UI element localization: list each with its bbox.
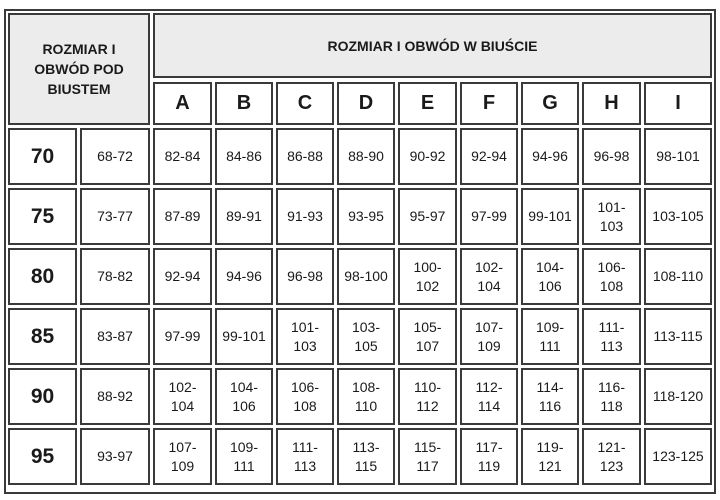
cup-letter-i: I [644, 82, 712, 125]
bust-range: 98-100 [337, 248, 395, 305]
bust-range: 98-101 [644, 128, 712, 185]
bust-range: 103- 105 [337, 308, 395, 365]
bust-range: 94-96 [215, 248, 273, 305]
underbust-range: 78-82 [80, 248, 150, 305]
bust-range: 90-92 [398, 128, 457, 185]
bust-range: 123-125 [644, 428, 712, 485]
bust-range: 104- 106 [215, 368, 273, 425]
bust-range: 103-105 [644, 188, 712, 245]
bust-range: 101- 103 [276, 308, 334, 365]
bust-range: 106- 108 [582, 248, 641, 305]
underbust-range: 68-72 [80, 128, 150, 185]
bust-range: 88-90 [337, 128, 395, 185]
bust-header: ROZMIAR I OBWÓD W BIUŚCIE [153, 13, 712, 78]
bust-range: 109- 111 [521, 308, 579, 365]
bust-range: 92-94 [153, 248, 212, 305]
bust-range: 118-120 [644, 368, 712, 425]
bust-range: 95-97 [398, 188, 457, 245]
bust-range: 89-91 [215, 188, 273, 245]
cup-letter-d: D [337, 82, 395, 125]
bust-range: 97-99 [460, 188, 518, 245]
underbust-header: ROZMIAR I OBWÓD POD BIUSTEM [8, 13, 150, 125]
band-size: 95 [8, 428, 77, 485]
size-chart-table [4, 9, 716, 494]
bust-range: 99-101 [215, 308, 273, 365]
band-size: 70 [8, 128, 77, 185]
bust-range: 109- 111 [215, 428, 273, 485]
underbust-range: 73-77 [80, 188, 150, 245]
band-size: 90 [8, 368, 77, 425]
bust-range: 86-88 [276, 128, 334, 185]
bust-range: 121- 123 [582, 428, 641, 485]
bust-range: 111- 113 [582, 308, 641, 365]
bust-range: 91-93 [276, 188, 334, 245]
bust-range: 116- 118 [582, 368, 641, 425]
band-size: 80 [8, 248, 77, 305]
bust-range: 93-95 [337, 188, 395, 245]
cup-letter-h: H [582, 82, 641, 125]
cup-letter-b: B [215, 82, 273, 125]
bust-range: 99-101 [521, 188, 579, 245]
bust-range: 101- 103 [582, 188, 641, 245]
bust-range: 113-115 [644, 308, 712, 365]
bust-range: 107- 109 [153, 428, 212, 485]
cup-letter-c: C [276, 82, 334, 125]
cup-letter-g: G [521, 82, 579, 125]
bust-range: 114- 116 [521, 368, 579, 425]
bust-range: 108-110 [644, 248, 712, 305]
bust-range: 117- 119 [460, 428, 518, 485]
bust-range: 102- 104 [153, 368, 212, 425]
underbust-range: 83-87 [80, 308, 150, 365]
bust-range: 104- 106 [521, 248, 579, 305]
cup-letter-f: F [460, 82, 518, 125]
underbust-range: 93-97 [80, 428, 150, 485]
bust-range: 105- 107 [398, 308, 457, 365]
bust-range: 102- 104 [460, 248, 518, 305]
bust-range: 108- 110 [337, 368, 395, 425]
bust-range: 82-84 [153, 128, 212, 185]
bust-range: 100- 102 [398, 248, 457, 305]
bust-range: 87-89 [153, 188, 212, 245]
bust-range: 113- 115 [337, 428, 395, 485]
bust-range: 112- 114 [460, 368, 518, 425]
bust-range: 106- 108 [276, 368, 334, 425]
band-size: 75 [8, 188, 77, 245]
underbust-range: 88-92 [80, 368, 150, 425]
bust-range: 92-94 [460, 128, 518, 185]
cup-letter-e: E [398, 82, 457, 125]
bust-range: 111- 113 [276, 428, 334, 485]
bust-range: 84-86 [215, 128, 273, 185]
bust-range: 96-98 [582, 128, 641, 185]
bust-range: 115- 117 [398, 428, 457, 485]
bust-range: 119- 121 [521, 428, 579, 485]
bust-range: 96-98 [276, 248, 334, 305]
cup-letter-a: A [153, 82, 212, 125]
bust-range: 110- 112 [398, 368, 457, 425]
bust-range: 97-99 [153, 308, 212, 365]
bust-range: 94-96 [521, 128, 579, 185]
band-size: 85 [8, 308, 77, 365]
bust-range: 107- 109 [460, 308, 518, 365]
